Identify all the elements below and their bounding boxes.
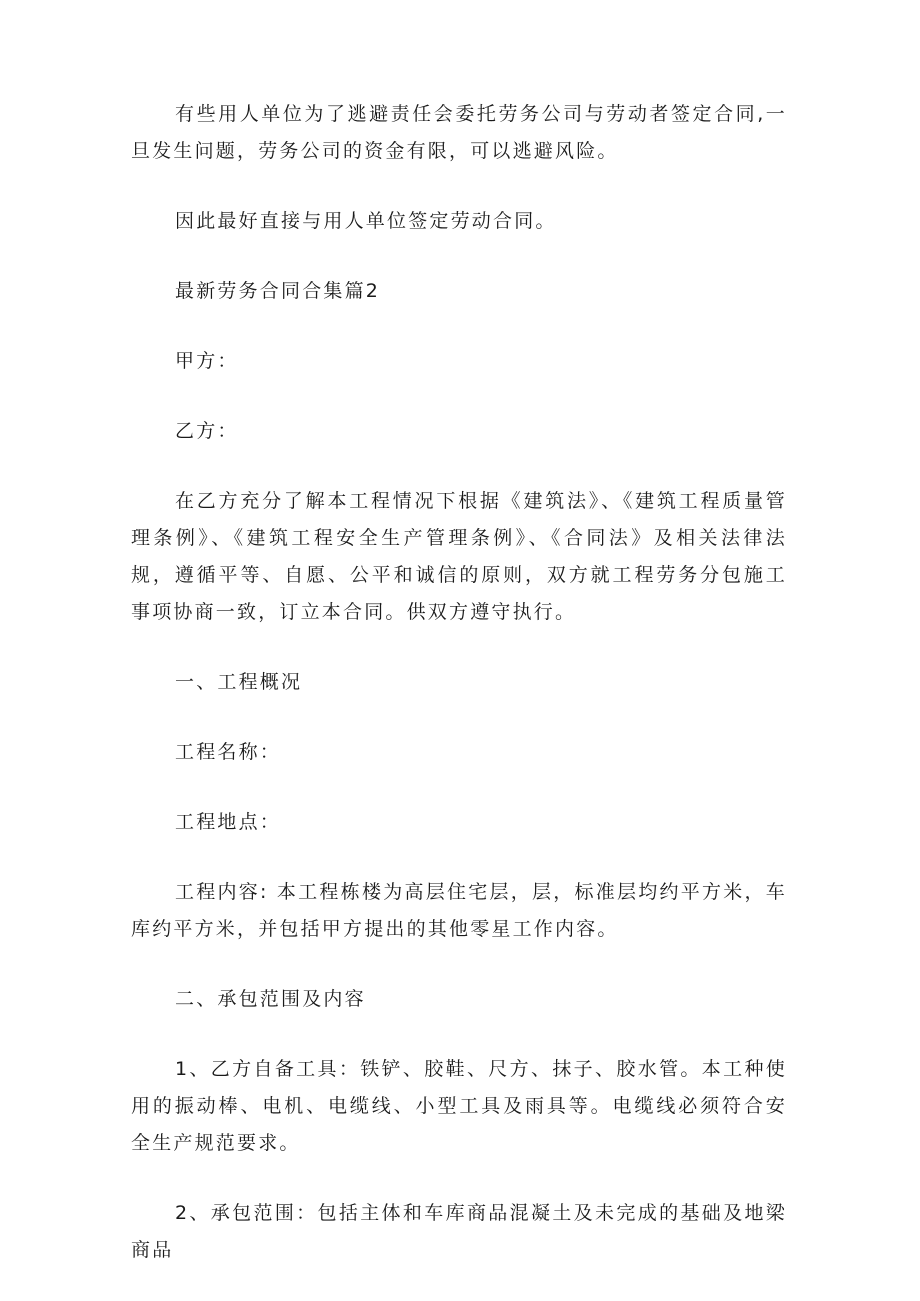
scope-item-1: 1、乙方自备工具：铁铲、胶鞋、尺方、抹子、胶水管。本工种使用的振动棒、电机、电缆线、小型工具及雨具等。电缆线必须符合安全生产规范要求。 [131, 1058, 787, 1154]
heading-scope: 二、承包范围及内容 [175, 988, 366, 1010]
project-name-label: 工程名称： [175, 741, 282, 763]
project-content-paragraph: 工程内容: 本工程栋楼为高层住宅层，层，标准层均约平方米，车库约平方米，并包括甲方提出的其他零星工作内容。 [131, 881, 787, 940]
party-a-label: 甲方： [175, 350, 239, 372]
scope-item-2: 2、承包范围：包括主体和车库商品混凝土及未完成的基础及地梁商品 [131, 1202, 787, 1261]
party-b-label: 乙方： [175, 420, 239, 442]
document-body [131, 96, 787, 1269]
paragraph-advice: 因此最好直接与用人单位签定劳动合同。 [175, 210, 557, 232]
paragraph-intro-risk: 有些用人单位为了逃避责任会委托劳务公司与劳动者签定合同,一旦发生问题，劳务公司的资金有限，可以逃避风险。 [131, 103, 787, 162]
project-location-label: 工程地点： [175, 811, 282, 833]
section-title: 最新劳务合同合集篇2 [175, 280, 381, 302]
heading-project-overview: 一、工程概况 [175, 671, 303, 693]
paragraph-preamble: 在乙方充分了解本工程情况下根据《建筑法》、《建筑工程质量管理条例》、《建筑工程安全生产管理条例》、《合同法》及相关法律法规，遵循平等、自愿、公平和诚信的原则，双方就工程劳务分包施工事项协商一致，订立本合同。供双方遵守执行。 [131, 490, 787, 623]
